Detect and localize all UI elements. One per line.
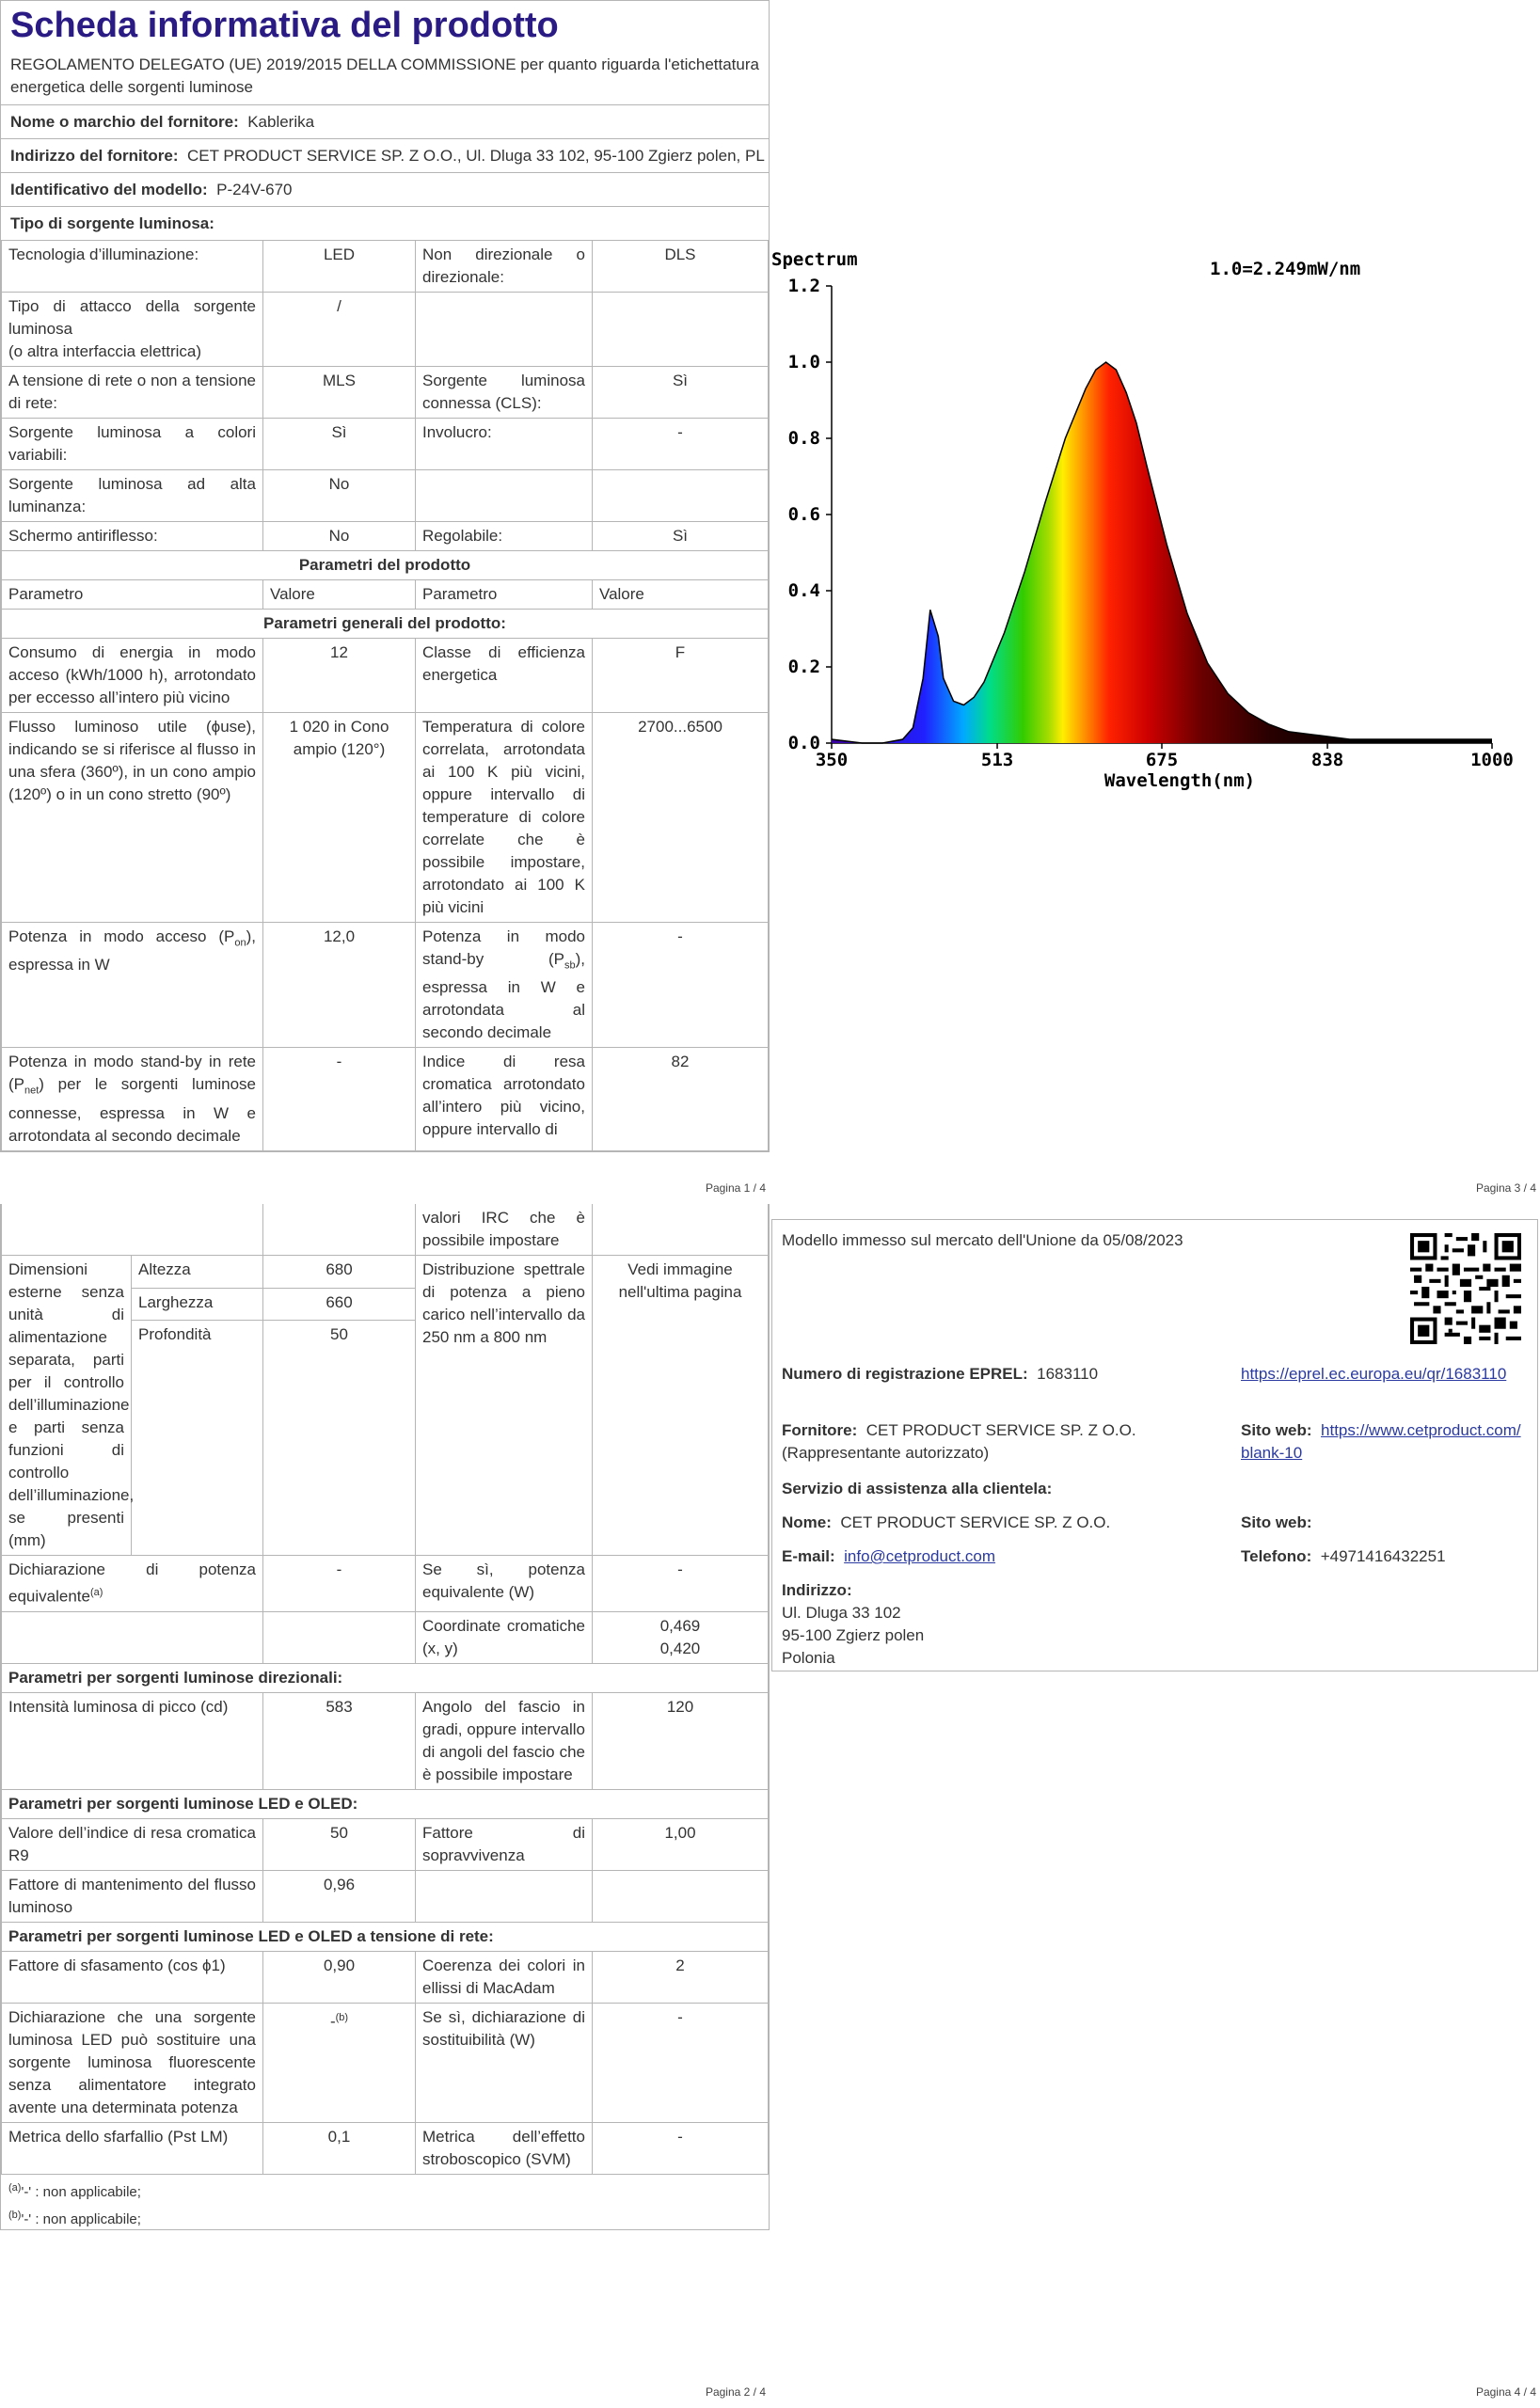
page-number: Pagina 2 / 4 [705,2385,766,2399]
x-tick-label: 513 [980,750,1014,770]
mains-value-right: Sì [593,367,769,419]
eprel-link[interactable]: https://eprel.ec.europa.eu/qr/1683110 [1241,1365,1507,1383]
product-sheet [0,0,770,1152]
row-color-variable [2,419,769,470]
survival-value: 1,00 [593,1818,769,1870]
x-tick-label: 675 [1145,750,1179,770]
model-id-row: Identificativo del modello: P-24V-670 [1,173,769,207]
antiglare-label-left: Schermo antiriflesso: [2,522,263,551]
spd-value: Vedi immagine nell'ultima pagina [593,1256,769,1556]
stroboscopic-label: Metrica dell’effetto stroboscopico (SVM) [416,2122,593,2174]
color-variable-value-left: Sì [263,419,416,470]
eprel-card [771,1219,1538,1671]
replacement-value: -$^{(b)}$ [263,2003,416,2122]
source-type-row: Tipo di sorgente luminosa: [1,207,769,241]
footnote-a: $^{(a)}$'-' : non applicabile; [8,2181,141,2200]
website-link[interactable]: https://www.cetproduct.com/blank-10 [1241,1421,1521,1462]
cap-type-value-left: / [263,293,416,367]
high-luminance-value-right [593,470,769,522]
qr-code-icon[interactable] [1410,1233,1521,1344]
technology-label-right: Non direzionale o direzionale: [416,241,593,293]
color-variable-value-right: - [593,419,769,470]
high-luminance-value-left: No [263,470,416,522]
flicker-label: Metrica dello sfarfallio (Pst LM) [2,2122,263,2174]
peak-intensity-value: 583 [263,1692,416,1789]
equiv-power-value: - [263,1556,416,1612]
x-tick-label: 350 [815,750,849,770]
row-mains [2,367,769,419]
footnote-b: $^{(b)}$'-' : non applicabile; [8,2209,141,2227]
dim-depth-value: 50 [263,1321,416,1556]
spectrum-chart [770,246,1540,845]
standby-power-value: - [593,923,769,1048]
x-tick-label: 838 [1310,750,1344,770]
replacement-label: Dichiarazione che una sorgente luminosa LED può sostituire una sorgente luminosa fluorescente senza alimentatore integrato avente una determinata potenza [2,2003,263,2122]
row-cap-type [2,293,769,367]
antiglare-value-right: Sì [593,522,769,551]
y-tick-label: 0.0 [787,733,820,753]
chroma-label: Coordinate cromatiche (x, y) [416,1611,593,1663]
luminous-flux-value: 1 020 in Cono ampio (120°) [263,713,416,923]
color-variable-label-right: Involucro: [416,419,593,470]
technology-value-right: DLS [593,241,769,293]
color-variable-label-left: Sorgente luminosa a colori variabili: [2,419,263,470]
chart-annotation: 1.0=2.249mW/nm [1210,259,1361,279]
cap-type-value-right [593,293,769,367]
beam-angle-value: 120 [593,1692,769,1789]
supplier-address-row: Indirizzo del fornitore: CET PRODUCT SERVICE SP. Z O.O., Ul. Dluga 33 102, 95-100 Zgierz polen, PL [1,139,769,173]
cct-value: 2700...6500 [593,713,769,923]
cct-label: Temperatura di colore correlata, arrotondata ai 100 K più vicini, oppure intervallo di temperature di colore correlate che è possibile impostare, arrotondato ai 100 K più vicini [416,713,593,923]
y-tick-label: 0.2 [787,657,820,677]
r9-value: 50 [263,1818,416,1870]
dimensions-label: Dimensioni esterne senza unità di alimentazione separata, parti per il controllo dell’illuminazione e parti senza funzioni di controllo dell’illuminazione, se presenti (mm) [2,1256,132,1556]
section-general-params: Parametri generali del prodotto: [2,610,769,639]
service-website-row: Sito web: [1241,1513,1312,1531]
page-title: Scheda informativa del prodotto [10,6,559,45]
product-params-table [1,551,769,1151]
col-header: Valore [593,580,769,610]
website-row: Sito web: https://www.cetproduct.com/blank-10 [1241,1421,1521,1462]
equiv-power-label: Dichiarazione di potenza equivalente$^{(a)}$ [2,1556,263,1612]
page-4 [770,1204,1540,2408]
spectrum-area [832,362,1492,743]
mains-label-right: Sorgente luminosa connessa (CLS): [416,367,593,419]
luminous-flux-label: Flusso luminoso utile (ϕuse), indicando se si riferisce al flusso in una sfera (360º), in un cono ampio (120º) o in un cono stretto (90º) [2,713,263,923]
phase-label: Fattore di sfasamento (cos ϕ1) [2,1951,263,2003]
page-number: Pagina 1 / 4 [705,1181,766,1195]
chart-title: Spectrum [771,249,858,270]
equiv-power-w-label: Se sì, potenza equivalente (W) [416,1556,593,1612]
stroboscopic-value: - [593,2122,769,2174]
phone-row: Telefono: +4971416432251 [1241,1547,1446,1565]
y-tick-label: 1.0 [787,352,820,372]
customer-service-heading: Servizio di assistenza alla clientela: [782,1480,1053,1497]
high-luminance-label-right [416,470,593,522]
source-type-table [1,241,769,551]
page-2 [0,1204,770,2408]
net-standby-label: Potenza in modo stand-by in rete $(P_{net})$ per le sorgenti luminose connesse, espressa in W e arrotondata al secondo decimale [2,1048,263,1150]
macadam-label: Coerenza dei colori in ellissi di MacAdam [416,1951,593,2003]
row-high-luminance [2,470,769,522]
y-tick-label: 1.2 [787,276,820,296]
flicker-value: 0,1 [263,2122,416,2174]
beam-angle-label: Angolo del fascio in gradi, oppure intervallo di angoli del fascio che è possibile impostare [416,1692,593,1789]
chroma-values: 0,469 0,420 [593,1611,769,1663]
spectrum-svg [770,246,1539,845]
page-3 [770,0,1540,1204]
energy-consumption-value: 12 [263,639,416,713]
mains-value-left: MLS [263,367,416,419]
cri-value: 82 [593,1048,769,1150]
col-header: Parametro [416,580,593,610]
peak-intensity-label: Intensità luminosa di picco (cd) [2,1692,263,1789]
mains-label-left: A tensione di rete o non a tensione di rete: [2,367,263,419]
spd-label: Distribuzione spettrale di potenza a pieno carico nell’intervallo da 250 nm a 800 nm [416,1256,593,1556]
product-sheet-continued [0,1204,770,2230]
x-tick-label: 1000 [1470,750,1514,770]
technology-label-left: Tecnologia d’illuminazione: [2,241,263,293]
replacement-w-label: Se sì, dichiarazione di sostituibilità (W) [416,2003,593,2122]
y-tick-label: 0.6 [787,504,820,525]
efficiency-class-value: F [593,639,769,713]
section-led-oled: Parametri per sorgenti luminose LED e OLED: [2,1789,769,1818]
antiglare-label-right: Regolabile: [416,522,593,551]
email-link[interactable]: info@cetproduct.com [844,1547,996,1565]
service-name-row: Nome: CET PRODUCT SERVICE SP. Z O.O. [782,1513,1111,1531]
regulation-text: REGOLAMENTO DELEGATO (UE) 2019/2015 DELLA COMMISSIONE per quanto riguarda l'etichettatura energetica delle sorgenti luminose [1,48,769,105]
r9-label: Valore dell’indice di resa cromatica R9 [2,1818,263,1870]
maintenance-value: 0,96 [263,1870,416,1922]
replacement-w-value: - [593,2003,769,2122]
col-header: Valore [263,580,416,610]
y-tick-label: 0.4 [787,580,820,601]
macadam-value: 2 [593,1951,769,2003]
col-header: Parametro [2,580,263,610]
email-row: E-mail: info@cetproduct.com [782,1547,996,1565]
on-power-value: 12,0 [263,923,416,1048]
maintenance-label: Fattore di mantenimento del flusso luminoso [2,1870,263,1922]
high-luminance-label-left: Sorgente luminosa ad alta luminanza: [2,470,263,522]
dim-height-value: 680 [263,1256,416,1289]
supplier-row: Fornitore: CET PRODUCT SERVICE SP. Z O.O. (Rappresentante autorizzato) [782,1421,1136,1462]
dim-width-label: Larghezza [132,1288,263,1321]
page-number: Pagina 3 / 4 [1475,1181,1536,1195]
standby-power-label: Potenza in modo stand-by $(P_{sb})$, espressa in W e arrotondata al secondo decimale [416,923,593,1048]
energy-consumption-label: Consumo di energia in modo acceso (kWh/1000 h), arrotondato per eccesso all’intero più vicino [2,639,263,713]
page-number: Pagina 4 / 4 [1475,2385,1536,2399]
net-standby-value: - [263,1048,416,1150]
page-1 [0,0,770,1204]
section-directional: Parametri per sorgenti luminose direzionali: [2,1663,769,1692]
row-technology [2,241,769,293]
continued-table-1 [1,1204,769,2175]
antiglare-value-left: No [263,522,416,551]
cri-label-continued: valori IRC che è possibile impostare [416,1204,593,1256]
address-block: Indirizzo: Ul. Dluga 33 102 95-100 Zgierz polen Polonia [782,1581,925,1667]
x-axis-label: Wavelength(nm) [1103,770,1256,791]
dim-width-value: 660 [263,1288,416,1321]
efficiency-class-label: Classe di efficienza energetica [416,639,593,713]
section-mains-led: Parametri per sorgenti luminose LED e OLED a tensione di rete: [2,1922,769,1951]
cap-type-label-left: Tipo di attacco della sorgente luminosa (o altra interfaccia elettrica) [2,293,263,367]
phase-value: 0,90 [263,1951,416,2003]
eprel-row: Numero di registrazione EPREL: 1683110 [782,1365,1099,1383]
market-date: Modello immesso sul mercato dell'Unione da 05/08/2023 [782,1231,1183,1249]
dim-depth-label: Profondità [132,1321,263,1556]
row-antiglare [2,522,769,551]
cap-type-label-right [416,293,593,367]
section-product-params: Parametri del prodotto [2,551,769,580]
on-power-label: Potenza in modo acceso $(P_{on})$, espressa in W [2,923,263,1048]
survival-label: Fattore di sopravvivenza [416,1818,593,1870]
cri-label: Indice di resa cromatica arrotondato all’intero più vicino, oppure intervallo di [416,1048,593,1150]
y-tick-label: 0.8 [787,428,820,449]
technology-value-left: LED [263,241,416,293]
dim-height-label: Altezza [132,1256,263,1289]
equiv-power-w-value: - [593,1556,769,1612]
supplier-name-row: Nome o marchio del fornitore: Kablerika [1,105,769,139]
